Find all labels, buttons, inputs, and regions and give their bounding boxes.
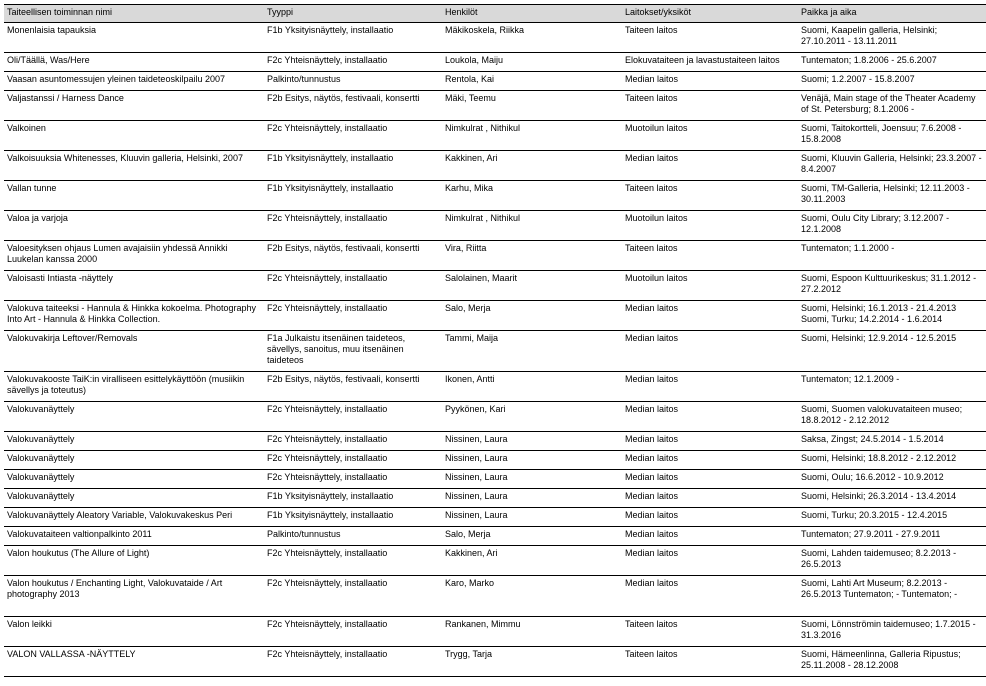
cell-unit: Median laitos — [625, 404, 679, 414]
cell-name: Valoesityksen ohjaus Lumen avajaisiin yhdessä Annikki Luukelan kanssa 2000 — [7, 243, 228, 264]
cell-name: Valon leikki — [7, 619, 52, 629]
cell-unit: Median laitos — [625, 529, 679, 539]
cell-name: Valokuvanäyttely Aleatory Variable, Valokuvakeskus Peri — [7, 510, 233, 520]
cell-place-time: Suomi; 1.2.2007 - 15.8.2007 — [801, 74, 915, 84]
table-row — [4, 301, 986, 331]
cell-name: Valokuvanäyttely — [7, 491, 75, 501]
cell-unit: Muotoilun laitos — [625, 123, 688, 133]
cell-unit: Median laitos — [625, 578, 679, 588]
cell-name: Valokuvataiteen valtionpalkinto 2011 — [7, 529, 152, 539]
header-persons: Henkilöt — [442, 5, 622, 23]
table-row — [4, 647, 986, 677]
cell-place-time: Tuntematon; 27.9.2011 - 27.9.2011 — [801, 529, 941, 539]
cell-name: Valkoisuuksia Whitenesses, Kluuvin galleria, Helsinki, 2007 — [7, 153, 243, 163]
header-units: Laitokset/yksiköt — [622, 5, 798, 23]
cell-place-time: Suomi, Hämeenlinna, Galleria Ripustus; 25.11.2008 - 28.12.2008 — [801, 649, 961, 670]
cell-name: Valkoinen — [7, 123, 46, 133]
table-row — [4, 181, 986, 211]
cell-unit: Taiteen laitos — [625, 243, 678, 253]
cell-type: F1b Yksityisnäyttely, installaatio — [267, 183, 394, 193]
cell-type: F2c Yhteisnäyttely, installaatio — [267, 578, 388, 588]
cell-name: VALON VALLASSA -NÄYTTELY — [7, 649, 136, 659]
cell-type: F2b Esitys, näytös, festivaali, konsertti — [267, 243, 420, 253]
cell-name: Monenlaisia tapauksia — [7, 25, 97, 35]
cell-place-time: Suomi, Suomen valokuvataiteen museo; 18.8.2012 - 2.12.2012 — [801, 404, 963, 425]
cell-place-time: Venäjä, Main stage of the Theater Academy of St. Petersburg; 8.1.2006 - — [801, 93, 976, 114]
cell-persons: Ikonen, Antti — [445, 374, 495, 384]
table-row — [4, 617, 986, 647]
cell-name: Oli/Täällä, Was/Here — [7, 55, 90, 65]
cell-persons: Kakkinen, Ari — [445, 548, 498, 558]
cell-type: F2c Yhteisnäyttely, installaatio — [267, 548, 388, 558]
cell-persons: Mäkikoskela, Riikka — [445, 25, 525, 35]
cell-type: F2c Yhteisnäyttely, installaatio — [267, 213, 388, 223]
cell-name: Valoisasti Intiasta -näyttely — [7, 273, 113, 283]
table-row — [4, 451, 986, 470]
cell-name: Valon houkutus (The Allure of Light) — [7, 548, 150, 558]
cell-type: F2c Yhteisnäyttely, installaatio — [267, 434, 388, 444]
cell-unit: Median laitos — [625, 510, 679, 520]
cell-name: Vaasan asuntomessujen yleinen taideteoskilpailu 2007 — [7, 74, 225, 84]
cell-persons: Nissinen, Laura — [445, 434, 508, 444]
cell-type: F2c Yhteisnäyttely, installaatio — [267, 55, 388, 65]
cell-name: Valokuvanäyttely — [7, 453, 75, 463]
cell-place-time: Tuntematon; 12.1.2009 - — [801, 374, 900, 384]
cell-place-time: Suomi, Espoon Kulttuurikeskus; 31.1.2012 - 27.2.2012 — [801, 273, 977, 294]
table-row — [4, 489, 986, 508]
cell-type: F1b Yksityisnäyttely, installaatio — [267, 25, 394, 35]
cell-type: F2c Yhteisnäyttely, installaatio — [267, 123, 388, 133]
header-type: Tyyppi — [264, 5, 442, 23]
cell-unit: Taiteen laitos — [625, 25, 678, 35]
cell-persons: Nissinen, Laura — [445, 472, 508, 482]
cell-persons: Nissinen, Laura — [445, 510, 508, 520]
table-row — [4, 121, 986, 151]
cell-persons: Tammi, Maija — [445, 333, 499, 343]
header-name: Taiteellisen toiminnan nimi — [4, 5, 264, 23]
cell-type: F1a Julkaistu itsenäinen taideteos, sävellys, sanoitus, muu itsenäinen taideteos — [267, 333, 406, 365]
table-row — [4, 576, 986, 617]
cell-persons: Kakkinen, Ari — [445, 153, 498, 163]
cell-place-time: Suomi, Lahti Art Museum; 8.2.2013 - 26.5.2013 Tuntematon; - Tuntematon; - — [801, 578, 958, 599]
cell-unit: Median laitos — [625, 333, 679, 343]
cell-unit: Median laitos — [625, 303, 679, 313]
cell-place-time: Suomi, Helsinki; 18.8.2012 - 2.12.2012 — [801, 453, 957, 463]
cell-type: F1b Yksityisnäyttely, installaatio — [267, 153, 394, 163]
cell-name: Valoa ja varjoja — [7, 213, 68, 223]
cell-place-time: Saksa, Zingst; 24.5.2014 - 1.5.2014 — [801, 434, 944, 444]
table-row — [4, 527, 986, 546]
cell-place-time: Suomi, Oulu; 16.6.2012 - 10.9.2012 — [801, 472, 944, 482]
cell-name: Valokuva taiteeksi - Hannula & Hinkka kokoelma. Photography Into Art - Hannula & Hinkka Collection. — [7, 303, 256, 324]
cell-unit: Median laitos — [625, 491, 679, 501]
cell-unit: Elokuvataiteen ja lavastustaiteen laitos — [625, 55, 780, 65]
cell-persons: Pyykönen, Kari — [445, 404, 506, 414]
cell-type: F2c Yhteisnäyttely, installaatio — [267, 273, 388, 283]
cell-unit: Median laitos — [625, 434, 679, 444]
cell-persons: Vira, Riitta — [445, 243, 487, 253]
table-row — [4, 372, 986, 402]
cell-unit: Muotoilun laitos — [625, 213, 688, 223]
cell-unit: Median laitos — [625, 153, 679, 163]
cell-unit: Median laitos — [625, 74, 679, 84]
table-row — [4, 331, 986, 372]
cell-type: F1b Yksityisnäyttely, installaatio — [267, 510, 394, 520]
cell-unit: Taiteen laitos — [625, 619, 678, 629]
cell-unit: Median laitos — [625, 548, 679, 558]
cell-persons: Salo, Merja — [445, 303, 491, 313]
table-row — [4, 470, 986, 489]
cell-persons: Mäki, Teemu — [445, 93, 496, 103]
cell-place-time: Suomi, Lönnströmin taidemuseo; 1.7.2015 - 31.3.2016 — [801, 619, 976, 640]
cell-persons: Salolainen, Maarit — [445, 273, 518, 283]
cell-name: Valokuvanäyttely — [7, 404, 75, 414]
cell-name: Valokuvakooste TaiK:in viralliseen esittelykäyttöön (musiikin sävellys ja toteutus) — [7, 374, 245, 395]
cell-place-time: Suomi, Oulu City Library; 3.12.2007 - 12.1.2008 — [801, 213, 950, 234]
cell-unit: Median laitos — [625, 374, 679, 384]
cell-unit: Taiteen laitos — [625, 649, 678, 659]
cell-place-time: Suomi, Helsinki; 26.3.2014 - 13.4.2014 — [801, 491, 957, 501]
cell-name: Valokuvakirja Leftover/Removals — [7, 333, 138, 343]
cell-place-time: Suomi, Taitokortteli, Joensuu; 7.6.2008 - 15.8.2008 — [801, 123, 962, 144]
cell-name: Vallan tunne — [7, 183, 57, 193]
cell-persons: Nissinen, Laura — [445, 453, 508, 463]
cell-place-time: Suomi, Lahden taidemuseo; 8.2.2013 - 26.5.2013 — [801, 548, 957, 569]
cell-type: F2c Yhteisnäyttely, installaatio — [267, 303, 388, 313]
cell-type: F2c Yhteisnäyttely, installaatio — [267, 404, 388, 414]
cell-type: Palkinto/tunnustus — [267, 529, 341, 539]
table-row — [4, 508, 986, 527]
table-header-row — [4, 5, 986, 23]
table-row — [4, 271, 986, 301]
header-place-time: Paikka ja aika — [798, 5, 986, 23]
cell-type: F2c Yhteisnäyttely, installaatio — [267, 472, 388, 482]
cell-place-time: Tuntematon; 1.1.2000 - — [801, 243, 895, 253]
table-row — [4, 91, 986, 121]
table-row — [4, 211, 986, 241]
cell-unit: Median laitos — [625, 453, 679, 463]
cell-persons: Nissinen, Laura — [445, 491, 508, 501]
cell-persons: Loukola, Maiju — [445, 55, 504, 65]
table-row — [4, 72, 986, 91]
cell-place-time: Suomi, Kaapelin galleria, Helsinki; 27.10.2011 - 13.11.2011 — [801, 25, 938, 46]
cell-type: Palkinto/tunnustus — [267, 74, 341, 84]
cell-type: F1b Yksityisnäyttely, installaatio — [267, 491, 394, 501]
cell-type: F2c Yhteisnäyttely, installaatio — [267, 649, 388, 659]
cell-place-time: Suomi, Turku; 20.3.2015 - 12.4.2015 — [801, 510, 948, 520]
cell-unit: Taiteen laitos — [625, 93, 678, 103]
cell-type: F2c Yhteisnäyttely, installaatio — [267, 619, 388, 629]
table-row — [4, 432, 986, 451]
cell-name: Valokuvanäyttely — [7, 472, 75, 482]
cell-persons: Karhu, Mika — [445, 183, 494, 193]
cell-name: Valokuvanäyttely — [7, 434, 75, 444]
cell-persons: Trygg, Tarja — [445, 649, 493, 659]
cell-persons: Rentola, Kai — [445, 74, 495, 84]
cell-place-time: Suomi, Helsinki; 12.9.2014 - 12.5.2015 — [801, 333, 957, 343]
table-row — [4, 23, 986, 53]
cell-persons: Karo, Marko — [445, 578, 495, 588]
cell-place-time: Suomi, TM-Galleria, Helsinki; 12.11.2003 - 30.11.2003 — [801, 183, 970, 204]
cell-persons: Nimkulrat , Nithikul — [445, 213, 521, 223]
table-row — [4, 402, 986, 432]
cell-place-time: Suomi, Kluuvin Galleria, Helsinki; 23.3.2007 - 8.4.2007 — [801, 153, 982, 174]
table-row — [4, 53, 986, 72]
cell-name: Valjastanssi / Harness Dance — [7, 93, 124, 103]
cell-persons: Salo, Merja — [445, 529, 491, 539]
cell-persons: Nimkulrat , Nithikul — [445, 123, 521, 133]
cell-type: F2b Esitys, näytös, festivaali, konsertti — [267, 374, 420, 384]
cell-unit: Median laitos — [625, 472, 679, 482]
table-row — [4, 151, 986, 181]
cell-type: F2b Esitys, näytös, festivaali, konsertti — [267, 93, 420, 103]
activities-table — [4, 4, 986, 677]
cell-persons: Rankanen, Mimmu — [445, 619, 521, 629]
table-row — [4, 241, 986, 271]
cell-unit: Taiteen laitos — [625, 183, 678, 193]
table-row — [4, 546, 986, 576]
cell-place-time: Suomi, Helsinki; 16.1.2013 - 21.4.2013 Suomi, Turku; 14.2.2014 - 1.6.2014 — [801, 303, 957, 324]
cell-unit: Muotoilun laitos — [625, 273, 688, 283]
cell-place-time: Tuntematon; 1.8.2006 - 25.6.2007 — [801, 55, 937, 65]
cell-name: Valon houkutus / Enchanting Light, Valokuvataide / Art photography 2013 — [7, 578, 223, 599]
cell-type: F2c Yhteisnäyttely, installaatio — [267, 453, 388, 463]
